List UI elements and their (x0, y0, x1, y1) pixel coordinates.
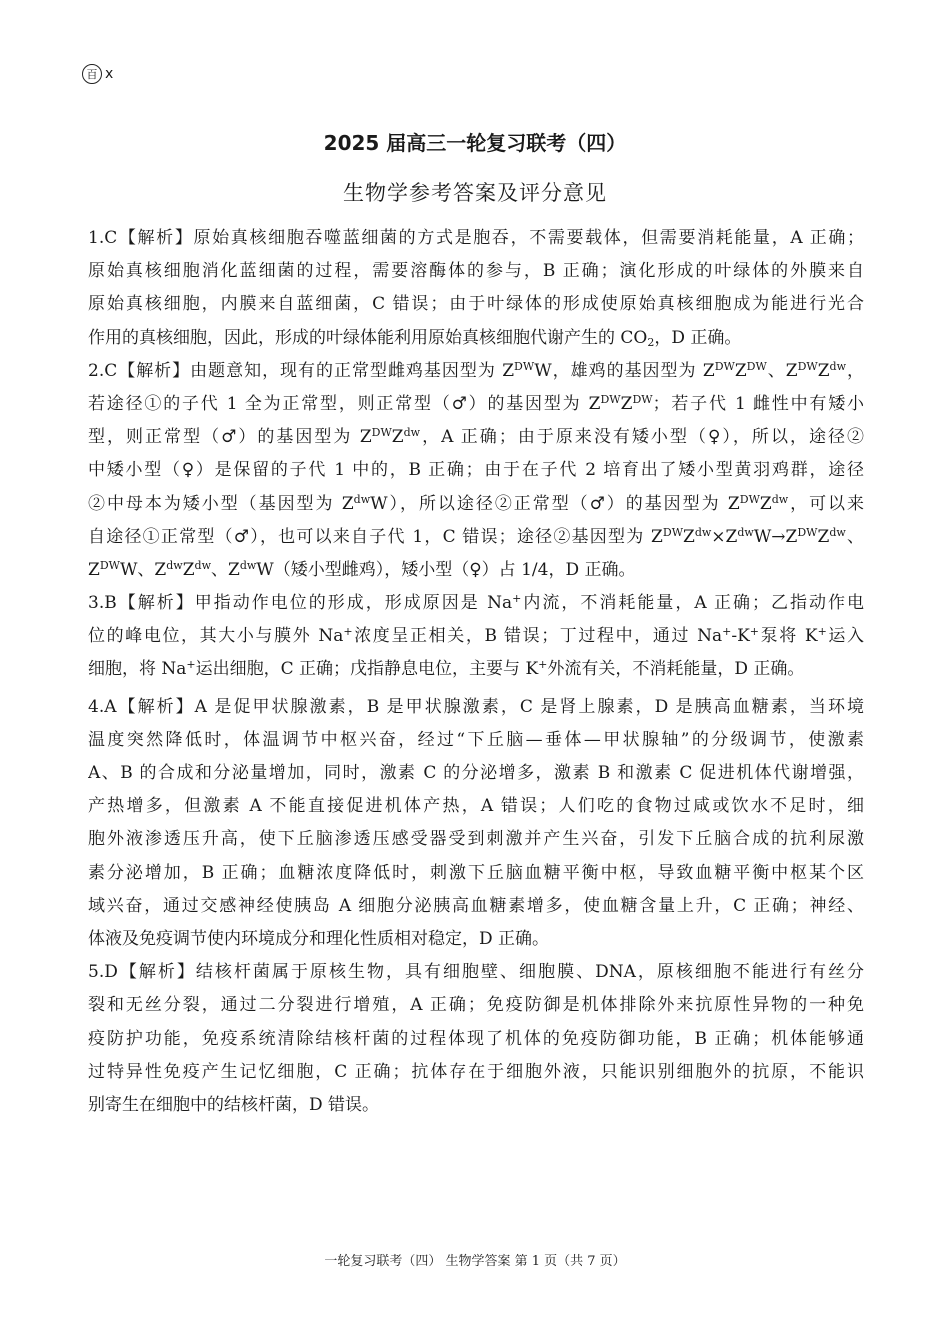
brand-logo-suffix: x (105, 66, 114, 82)
answer-4-line: 4.A【解析】A 是促甲状腺激素，B 是甲状腺激素，C 是肾上腺素，D 是胰高血糖素，当环境 (88, 696, 864, 717)
answer-5-line: 裂和无丝分裂，通过二分裂进行增殖，A 正确；免疫防御是机体排除外来抗原性异物的一种免 (88, 995, 864, 1016)
answer-1-line: 作用的真核细胞，因此，形成的叶绿体能利用原始真核细胞代谢产生的 $CO_2$，D 正确。 (88, 327, 742, 349)
answer-3-line: 3.B【解析】甲指动作电位的形成，形成原因是 Na+内流，不消耗能量，A 正确；乙指动作电 (88, 592, 864, 614)
answer-2-line: 型，则正常型（♂）的基因型为 $Z^{DW}Z^{dw}$，A 正确；由于原来没有矮小型（♀），所以，途径② (88, 426, 864, 448)
answer-3 (88, 587, 864, 687)
answer-2 (88, 355, 864, 587)
answer-2-line: 自途径①正常型（♂），也可以来自子代 1，C 错误；途径②基因型为 $Z^{DW}Z^{dw}\times Z^{dw}W\to Z^{DW}Z^{dw}$、 (88, 525, 864, 547)
page-title: 2025 届高三一轮复习联考（四） (323, 131, 627, 155)
answer-2-line: $Z^{DW}W$、$Z^{dw}Z^{dw}$、$Z^{dw}W$（矮小型雌鸡），矮小型（♀）占 1/4，D 正确。 (88, 558, 636, 580)
answer-body (88, 222, 864, 1122)
page-footer: 一轮复习联考（四） 生物学答案 第 1 页（共 7 页） (324, 1254, 626, 1269)
answer-5-line: 疫防护功能，免疫系统清除结核杆菌的过程体现了机体的免疫防御功能，B 正确；机体能够通 (88, 1028, 864, 1049)
answer-1-line: 原始真核细胞，内膜来自蓝细菌，C 错误；由于叶绿体的形成使原始真核细胞成为能进行光合 (88, 294, 864, 315)
answer-4-line: 产热增多，但激素 A 不能直接促进机体产热，A 错误；人们吃的食物过咸或饮水不足时，细 (88, 796, 864, 817)
answer-1-line: 1.C【解析】原始真核细胞吞噬蓝细菌的方式是胞吞，不需要载体，但需要消耗能量，A 正确； (88, 228, 864, 248)
answer-4-line: 素分泌增加，B 正确；血糖浓度降低时，刺激下丘脑血糖平衡中枢，导致血糖平衡中枢某个区 (88, 862, 864, 883)
answer-5 (88, 956, 864, 1122)
answer-4-line: 胞外液渗透压升高，使下丘脑渗透压感受器受到刺激并产生兴奋，引发下丘脑合成的抗利尿激 (88, 829, 864, 850)
answer-4-line: 体液及免疫调节使内环境成分和理化性质相对稳定，D 正确。 (88, 928, 550, 949)
answer-4-line: 域兴奋，通过交感神经使胰岛 A 细胞分泌胰高血糖素增多，使血糖含量上升，C 正确；神经、 (88, 895, 864, 916)
answer-4 (88, 691, 864, 957)
answer-2-line: ②中母本为矮小型（基因型为 $Z^{dw}W$），所以途径②正常型（♂）的基因型为 $Z^{DW}Z^{dw}$，可以来 (88, 492, 864, 514)
brand-logo (82, 64, 113, 84)
answer-5-line: 过特异性免疫产生记忆细胞，C 正确；抗体存在于细胞外液，只能识别细胞外的抗原，不能识 (88, 1061, 864, 1082)
answer-2-line: 2.C【解析】由题意知，现有的正常型雌鸡基因型为 $Z^{DW}W$，雄鸡的基因型为 $Z^{DW}Z^{DW}$、$Z^{DW}Z^{dw}$， (88, 359, 864, 381)
answer-3-line: 位的峰电位，其大小与膜外 Na+浓度呈正相关，B 错误；丁过程中，通过 Na+-K+泵将 K+运入 (88, 625, 864, 647)
answer-2-line: 若途径①的子代 1 全为正常型，则正常型（♂）的基因型为 $Z^{DW}Z^{DW}$；若子代 1 雌性中有矮小 (88, 392, 864, 414)
page-subtitle: 生物学参考答案及评分意见 (343, 181, 607, 205)
brand-logo-icon: 百 (82, 64, 102, 84)
answer-4-line: A、B 的合成和分泌量增加，同时，激素 C 的分泌增多，激素 B 和激素 C 促进机体代谢增强， (88, 763, 864, 783)
answer-3-line: 细胞，将 Na+运出细胞，C 正确；戊指静息电位，主要与 K+外流有关，不消耗能量，D 正确。 (88, 658, 805, 680)
answer-2-line: 中矮小型（♀）是保留的子代 1 中的，B 正确；由于在子代 2 培育出了矮小型黄羽鸡群，途径 (88, 460, 864, 481)
answer-5-line: 5.D【解析】结核杆菌属于原核生物，具有细胞壁、细胞膜、DNA，原核细胞不能进行有丝分 (88, 962, 864, 983)
answer-4-line: 温度突然降低时，体温调节中枢兴奋，经过“下丘脑—垂体—甲状腺轴”的分级调节，使激素 (88, 729, 864, 750)
answer-5-line: 别寄生在细胞中的结核杆菌，D 错误。 (88, 1094, 380, 1115)
answer-1-line: 原始真核细胞消化蓝细菌的过程，需要溶酶体的参与，B 正确；演化形成的叶绿体的外膜来自 (88, 261, 864, 282)
answer-1 (88, 222, 864, 355)
